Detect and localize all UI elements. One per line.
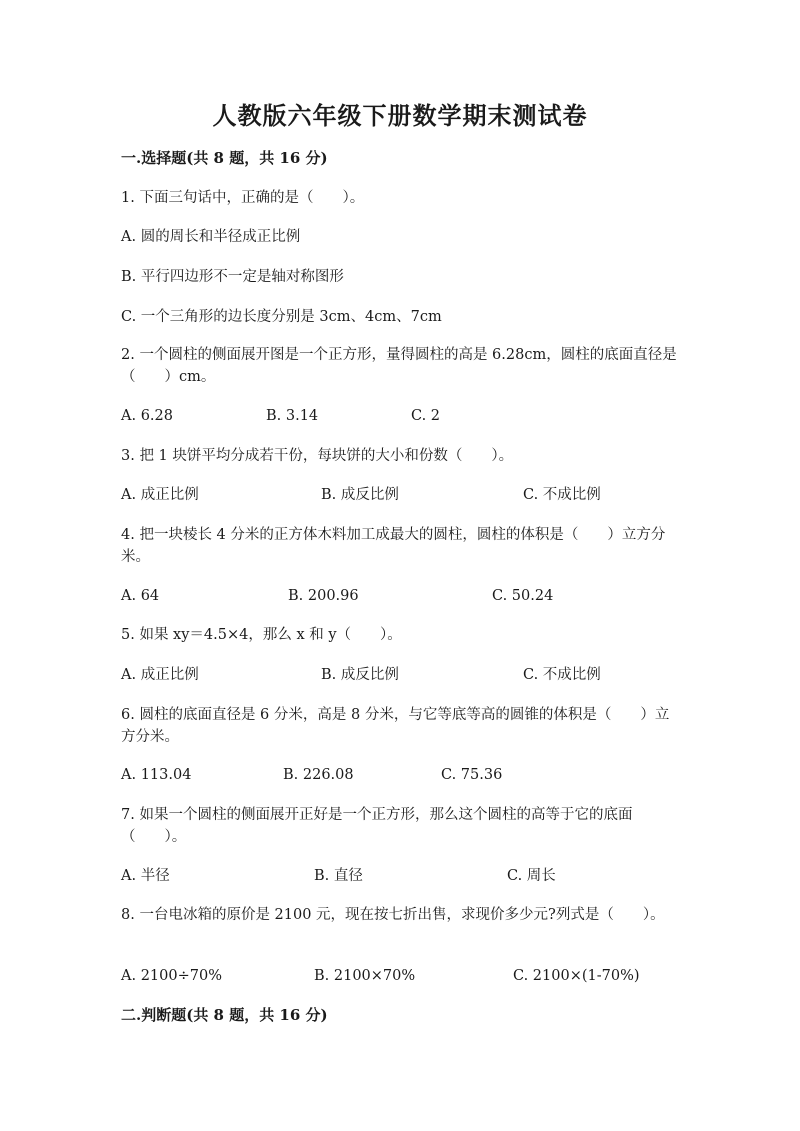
option-c: C. 2100×(1-70%) (513, 968, 640, 984)
question-4-options (121, 585, 681, 607)
question-6: 6. 圆柱的底面直径是 6 分米，高是 8 分米，与它等底等高的圆锥的体积是（ ）立方分米。 (121, 707, 670, 745)
question-1-option-b: B. 平行四边形不一定是轴对称图形 (121, 269, 344, 285)
option-c: C. 2 (411, 408, 441, 424)
option-b: B. 200.96 (288, 588, 359, 604)
question-8-options (121, 965, 681, 987)
option-c: C. 75.36 (441, 767, 503, 783)
option-a: A. 113.04 (121, 767, 192, 783)
question-3-options (121, 484, 681, 506)
question-6-options (121, 764, 681, 786)
option-c: C. 不成比例 (523, 667, 601, 683)
question-3: 3. 把 1 块饼平均分成若干份，每块饼的大小和份数（ ）。 (121, 448, 514, 464)
option-c: C. 周长 (507, 868, 556, 884)
option-b: B. 成反比例 (321, 667, 399, 683)
question-5-options (121, 664, 681, 686)
question-1: 1. 下面三句话中，正确的是（ ）。 (121, 190, 365, 206)
option-b: B. 直径 (314, 868, 363, 884)
option-c: C. 50.24 (492, 588, 554, 604)
question-2: 2. 一个圆柱的侧面展开图是一个正方形，量得圆柱的高是 6.28cm，圆柱的底面直径是（ ）cm。 (121, 347, 677, 385)
question-1-option-a: A. 圆的周长和半径成正比例 (121, 229, 301, 245)
option-b: B. 成反比例 (321, 487, 399, 503)
section-heading-judgement: 二.判断题(共 8 题，共 16 分) (121, 1006, 328, 1024)
question-1-option-c: C. 一个三角形的边长度分别是 3cm、4cm、7cm (121, 309, 442, 325)
option-a: A. 成正比例 (121, 667, 199, 683)
question-2-options (121, 405, 681, 427)
option-b: B. 226.08 (283, 767, 354, 783)
section-heading-choice: 一.选择题(共 8 题，共 16 分) (121, 149, 328, 167)
option-c: C. 不成比例 (523, 487, 601, 503)
option-a: A. 2100÷70% (121, 968, 222, 984)
option-b: B. 2100×70% (314, 968, 416, 984)
option-a: A. 6.28 (121, 408, 173, 424)
question-8: 8. 一台电冰箱的原价是 2100 元，现在按七折出售，求现价多少元?列式是（ ）。 (121, 907, 665, 923)
question-4: 4. 把一块棱长 4 分米的正方体木料加工成最大的圆柱，圆柱的体积是（ ）立方分米。 (121, 527, 666, 565)
option-b: B. 3.14 (266, 408, 319, 424)
question-5: 5. 如果 xy＝4.5×4，那么 x 和 y（ ）。 (121, 627, 402, 643)
option-a: A. 成正比例 (121, 487, 199, 503)
option-a: A. 64 (121, 588, 160, 604)
option-a: A. 半径 (121, 868, 170, 884)
question-7: 7. 如果一个圆柱的侧面展开正好是一个正方形，那么这个圆柱的高等于它的底面（ ）。 (121, 807, 633, 845)
page-title: 人教版六年级下册数学期末测试卷 (212, 101, 588, 130)
question-7-options (121, 865, 681, 887)
